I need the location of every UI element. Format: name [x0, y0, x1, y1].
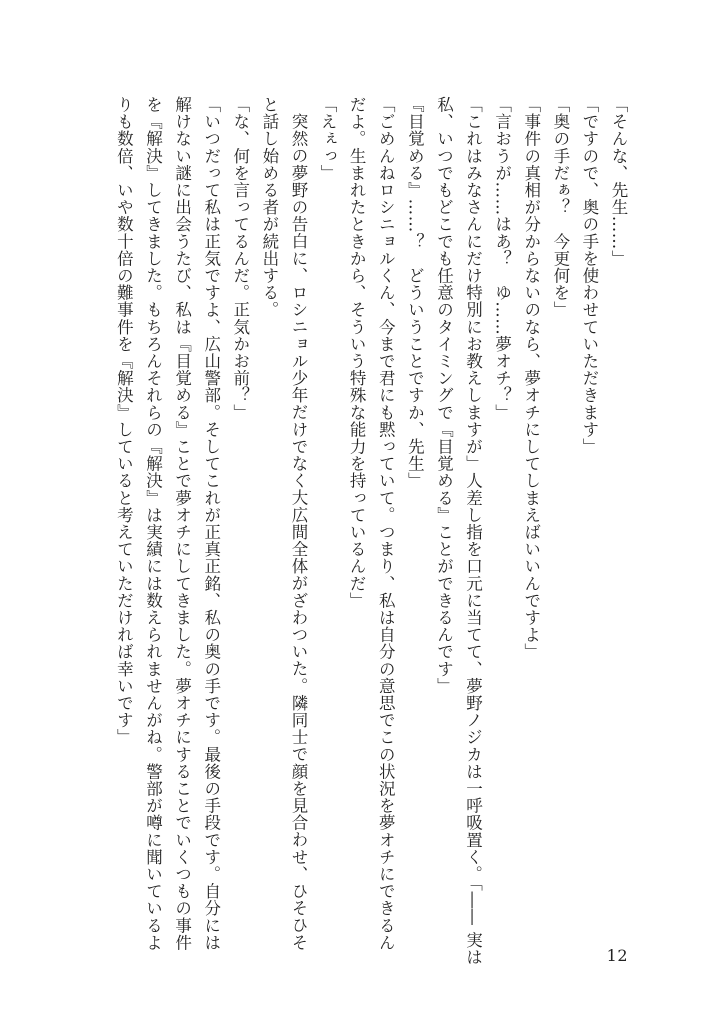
text-line: だよ。生まれたときから、そういう特殊な能力を持っているんだ」	[347, 96, 367, 609]
text-line: 「事件の真相が分からないのなら、夢オチにしてしまえばいいんですよ」	[521, 96, 541, 661]
text-line: 「いつだって私は正気ですよ、広山警部。そしてこれが正真正銘、私の奥の手です。最後の手段です。自分には	[201, 96, 221, 951]
page-number: 12	[606, 946, 628, 965]
text-line: 私、いつでもどこでも任意のタイミングで『目覚める』ことができるんです」	[434, 96, 454, 695]
text-line: 「言おうが……はあ？ ゆ……夢オチ？」	[492, 96, 512, 421]
text-line: と話し始める者が続出する。	[259, 96, 279, 319]
text-line: 「これはみなさんにだけ特別にお教えしますが」人差し指を口元に当てて、夢野ノジカは一呼吸置く。「―― 実は	[463, 96, 483, 966]
text-line: 解けない謎に出会うたび、私は『目覚める』ことで夢オチにしてきました。夢オチにすることでいくつもの事件	[172, 96, 192, 951]
text-line: 「な、何を言ってるんだ。正気かお前？」	[230, 96, 250, 421]
text-line: 突然の夢野の告白に、ロシニョル少年だけでなく大広間全体がざわついた。隣同士で顔を見合わせ、ひそひそ	[288, 112, 308, 951]
text-line: りも数倍、いや数十倍の難事件を『解決』していると考えていただければ幸いです」	[114, 96, 134, 746]
text-line: を『解決』してきました。もちろんそれらの『解決』は実績には数えられませんがね。警部が噂に聞いているよ	[143, 96, 163, 951]
text-line: 『目覚める』……？ どういうことですか、先生」	[405, 96, 425, 490]
text-line: 「えぇっ」	[318, 96, 338, 182]
text-line: 「奥の手だぁ？ 今更何を」	[550, 96, 570, 319]
text-line: 「ですので、奥の手を使わせていただきます」	[579, 96, 599, 456]
text-line: 「ごめんねロシニョルくん、今まで君にも黙っていて。つまり、私は自分の意思でこの状況を夢オチにできるん	[376, 96, 396, 951]
text-line: 「そんな、先生……」	[609, 96, 628, 267]
